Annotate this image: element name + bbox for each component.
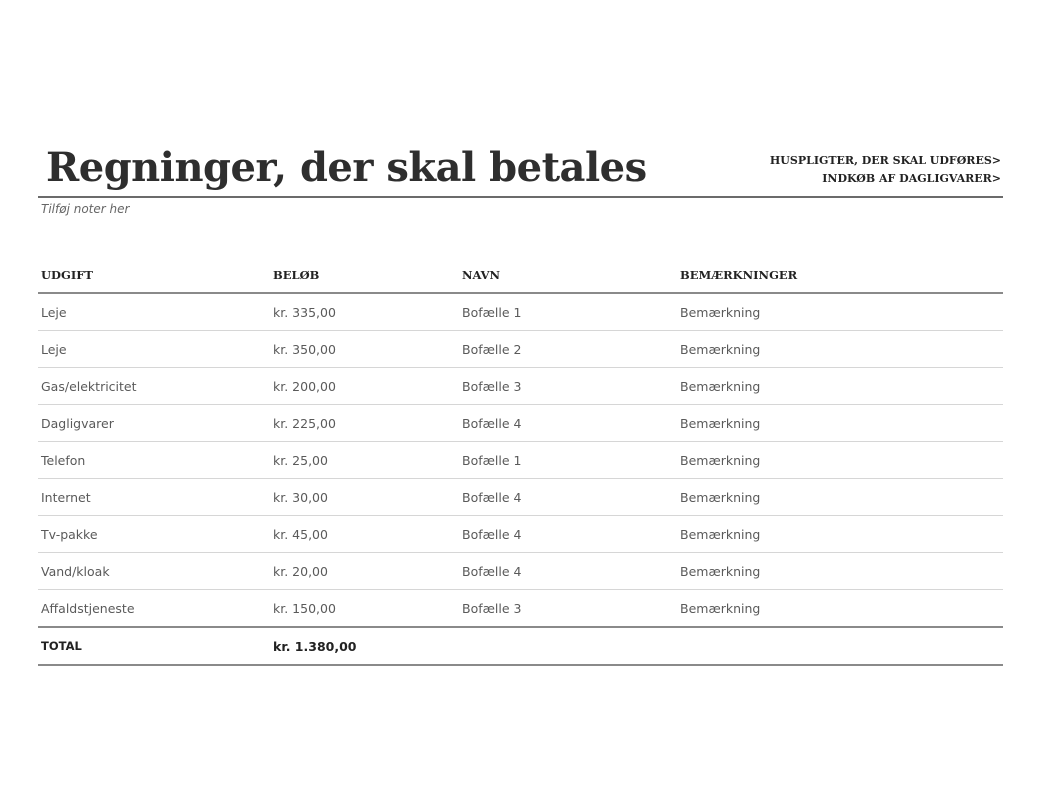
name-cell[interactable]: Bofælle 1 (459, 442, 677, 479)
amount-cell[interactable]: kr. 335,00 (270, 293, 459, 331)
table-header-row (38, 258, 1003, 293)
amount-cell[interactable]: kr. 225,00 (270, 405, 459, 442)
remarks-cell[interactable]: Bemærkning (677, 590, 1003, 628)
remarks-cell[interactable]: Bemærkning (677, 479, 1003, 516)
expense-cell[interactable]: Tv-pakke (38, 516, 270, 553)
name-cell[interactable]: Bofælle 1 (459, 293, 677, 331)
remarks-cell[interactable]: Bemærkning (677, 553, 1003, 590)
name-cell[interactable]: Bofælle 4 (459, 405, 677, 442)
table-row (38, 293, 1003, 331)
expense-cell[interactable]: Leje (38, 293, 270, 331)
expense-cell[interactable]: Telefon (38, 442, 270, 479)
amount-cell[interactable]: kr. 350,00 (270, 331, 459, 368)
remarks-cell[interactable]: Bemærkning (677, 442, 1003, 479)
remarks-cell[interactable]: Bemærkning (677, 516, 1003, 553)
column-header-amount[interactable]: BELØB (270, 258, 459, 293)
name-cell[interactable]: Bofælle 4 (459, 516, 677, 553)
sheet-header (38, 140, 1003, 198)
table-row (38, 516, 1003, 553)
amount-cell[interactable]: kr. 30,00 (270, 479, 459, 516)
name-cell[interactable]: Bofælle 3 (459, 590, 677, 628)
column-header-remarks[interactable]: BEMÆRKNINGER (677, 258, 1003, 293)
table-row (38, 331, 1003, 368)
expense-cell[interactable]: Internet (38, 479, 270, 516)
table-row (38, 405, 1003, 442)
remarks-cell[interactable]: Bemærkning (677, 293, 1003, 331)
expense-cell[interactable]: Leje (38, 331, 270, 368)
table-row (38, 553, 1003, 590)
column-header-expense[interactable]: UDGIFT (38, 258, 270, 293)
column-header-name[interactable]: NAVN (459, 258, 677, 293)
amount-cell[interactable]: kr. 150,00 (270, 590, 459, 628)
amount-cell[interactable]: kr. 20,00 (270, 553, 459, 590)
remarks-cell[interactable]: Bemærkning (677, 405, 1003, 442)
expense-cell[interactable]: Dagligvarer (38, 405, 270, 442)
amount-cell[interactable]: kr. 200,00 (270, 368, 459, 405)
bills-table (38, 258, 1003, 666)
sheet-nav-links (770, 152, 1001, 188)
name-cell[interactable]: Bofælle 3 (459, 368, 677, 405)
bills-sheet (38, 140, 1003, 666)
page-title: Regninger, der skal betales (46, 144, 647, 191)
remarks-cell[interactable]: Bemærkning (677, 368, 1003, 405)
chores-link[interactable]: HUSPLIGTER, DER SKAL UDFØRES> (769, 154, 1001, 167)
table-row (38, 442, 1003, 479)
total-empty-cell (677, 627, 1003, 665)
expense-cell[interactable]: Gas/elektricitet (38, 368, 270, 405)
name-cell[interactable]: Bofælle 2 (459, 331, 677, 368)
name-cell[interactable]: Bofælle 4 (459, 553, 677, 590)
remarks-cell[interactable]: Bemærkning (677, 331, 1003, 368)
table-row (38, 479, 1003, 516)
amount-cell[interactable]: kr. 25,00 (270, 442, 459, 479)
expense-cell[interactable]: Vand/kloak (38, 553, 270, 590)
total-label: TOTAL (38, 627, 270, 665)
total-amount: kr. 1.380,00 (270, 627, 459, 665)
expense-cell[interactable]: Affaldstjeneste (38, 590, 270, 628)
name-cell[interactable]: Bofælle 4 (459, 479, 677, 516)
groceries-link[interactable]: INDKØB AF DAGLIGVARER> (822, 172, 1001, 185)
table-row (38, 368, 1003, 405)
total-row (38, 627, 1003, 665)
amount-cell[interactable]: kr. 45,00 (270, 516, 459, 553)
total-empty-cell (459, 627, 677, 665)
table-row (38, 590, 1003, 628)
notes-field[interactable]: Tilføj noter her (41, 202, 130, 216)
